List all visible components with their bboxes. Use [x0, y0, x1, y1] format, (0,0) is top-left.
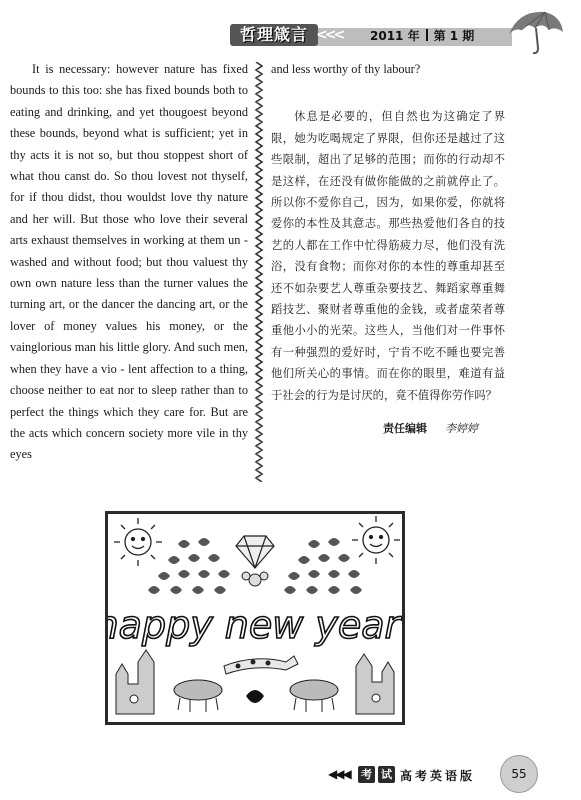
editor-label: 责任编辑 — [383, 422, 427, 436]
hearts-left-icon — [148, 538, 230, 594]
giraffe-icon — [224, 656, 298, 674]
english-column — [10, 59, 248, 466]
arrows-icon: ◀◀◀ — [328, 767, 350, 781]
heart-icon — [246, 690, 264, 703]
column-divider — [253, 62, 265, 482]
footer-box-exam: 考 — [358, 766, 375, 783]
section-title: 哲理箴言 — [230, 24, 318, 46]
footer-box-test: 试 — [378, 766, 395, 783]
chevrons-icon: <<< — [316, 27, 343, 43]
english-continuation: and less worthy of thy labour? — [271, 62, 421, 76]
sun-left-icon — [114, 518, 162, 566]
page-number: 55 — [500, 755, 538, 793]
editor-name: 李婷婷 — [445, 422, 478, 436]
creature-left-icon — [174, 680, 222, 712]
issue-number: 第 1 期 — [433, 29, 475, 43]
issue-info — [370, 27, 474, 44]
umbrella-icon — [505, 8, 565, 58]
english-paragraph: It is necessary: however nature has fixed bounds to this too: she has fixed bounds both to eating and drinking, and yet thougoest beyond these bounds, beyond what is sufficient; yet in thy acts it is not so, but thou stoppest short of what thou canst do. So thou lovest not thyself, for if thou didst, thou wouldst love thy nature and her will. But those who love their several arts exhaust themselves in working at them un - washed and without food; but thou valuest thy own own nature less than the turner values the turning art, or the dancer the dancing art, or the lover of money values his money, or the vainglorious man his little glory. And such men, when they have a vio - lent affection to a thing, choose neither to eat nor to sleep rather than to perfect the things which they care for. But are the acts which concern society more vile in thy eyes — [10, 62, 248, 462]
editor-credit — [271, 420, 505, 436]
castle-right-icon — [356, 654, 394, 714]
castle-left-icon — [116, 650, 154, 714]
issue-year: 2011 年 — [370, 29, 420, 43]
greeting-text: happy new year! — [108, 603, 402, 647]
right-column — [271, 59, 505, 436]
hearts-right-icon — [284, 538, 362, 594]
creature-right-icon — [290, 680, 338, 712]
magazine-name: 高考英语版 — [400, 769, 476, 783]
sun-right-icon — [352, 516, 400, 564]
page-footer — [320, 763, 527, 787]
diamond-icon — [236, 536, 274, 568]
new-year-card — [105, 511, 405, 725]
flower-icon — [242, 572, 268, 586]
chinese-paragraph: 休息是必要的，但自然也为这确定了界限，她为吃喝规定了界限，但你还是越过了这些限制，超出了足够的范围；而你的行动却不是这样，在还没有做你能做的之前就停止了。所以你不爱你自己，因为，如果你爱，你就将爱你的本性及其意志。那些热爱他们各自的技艺的人都在工作中忙得筋疲力尽，他们没有洗浴，没有食物；而你对你的本性的尊重却甚至还不如杂要艺人尊重杂要技艺、舞蹈家尊重舞蹈技艺、聚财者尊重他的金钱，或者虚荣者尊重他小小的光荣。这些人，当他们对一件事怀有一种强烈的爱好时，宁肯不吃不睡也要完善他们所关心的事情。而在你的眼里，难道有益于社会的行为是讨厌的，竟不值得你劳作吗？ — [271, 110, 505, 402]
page-header — [220, 14, 565, 54]
issue-separator — [426, 29, 428, 41]
card-illustration — [108, 514, 402, 722]
